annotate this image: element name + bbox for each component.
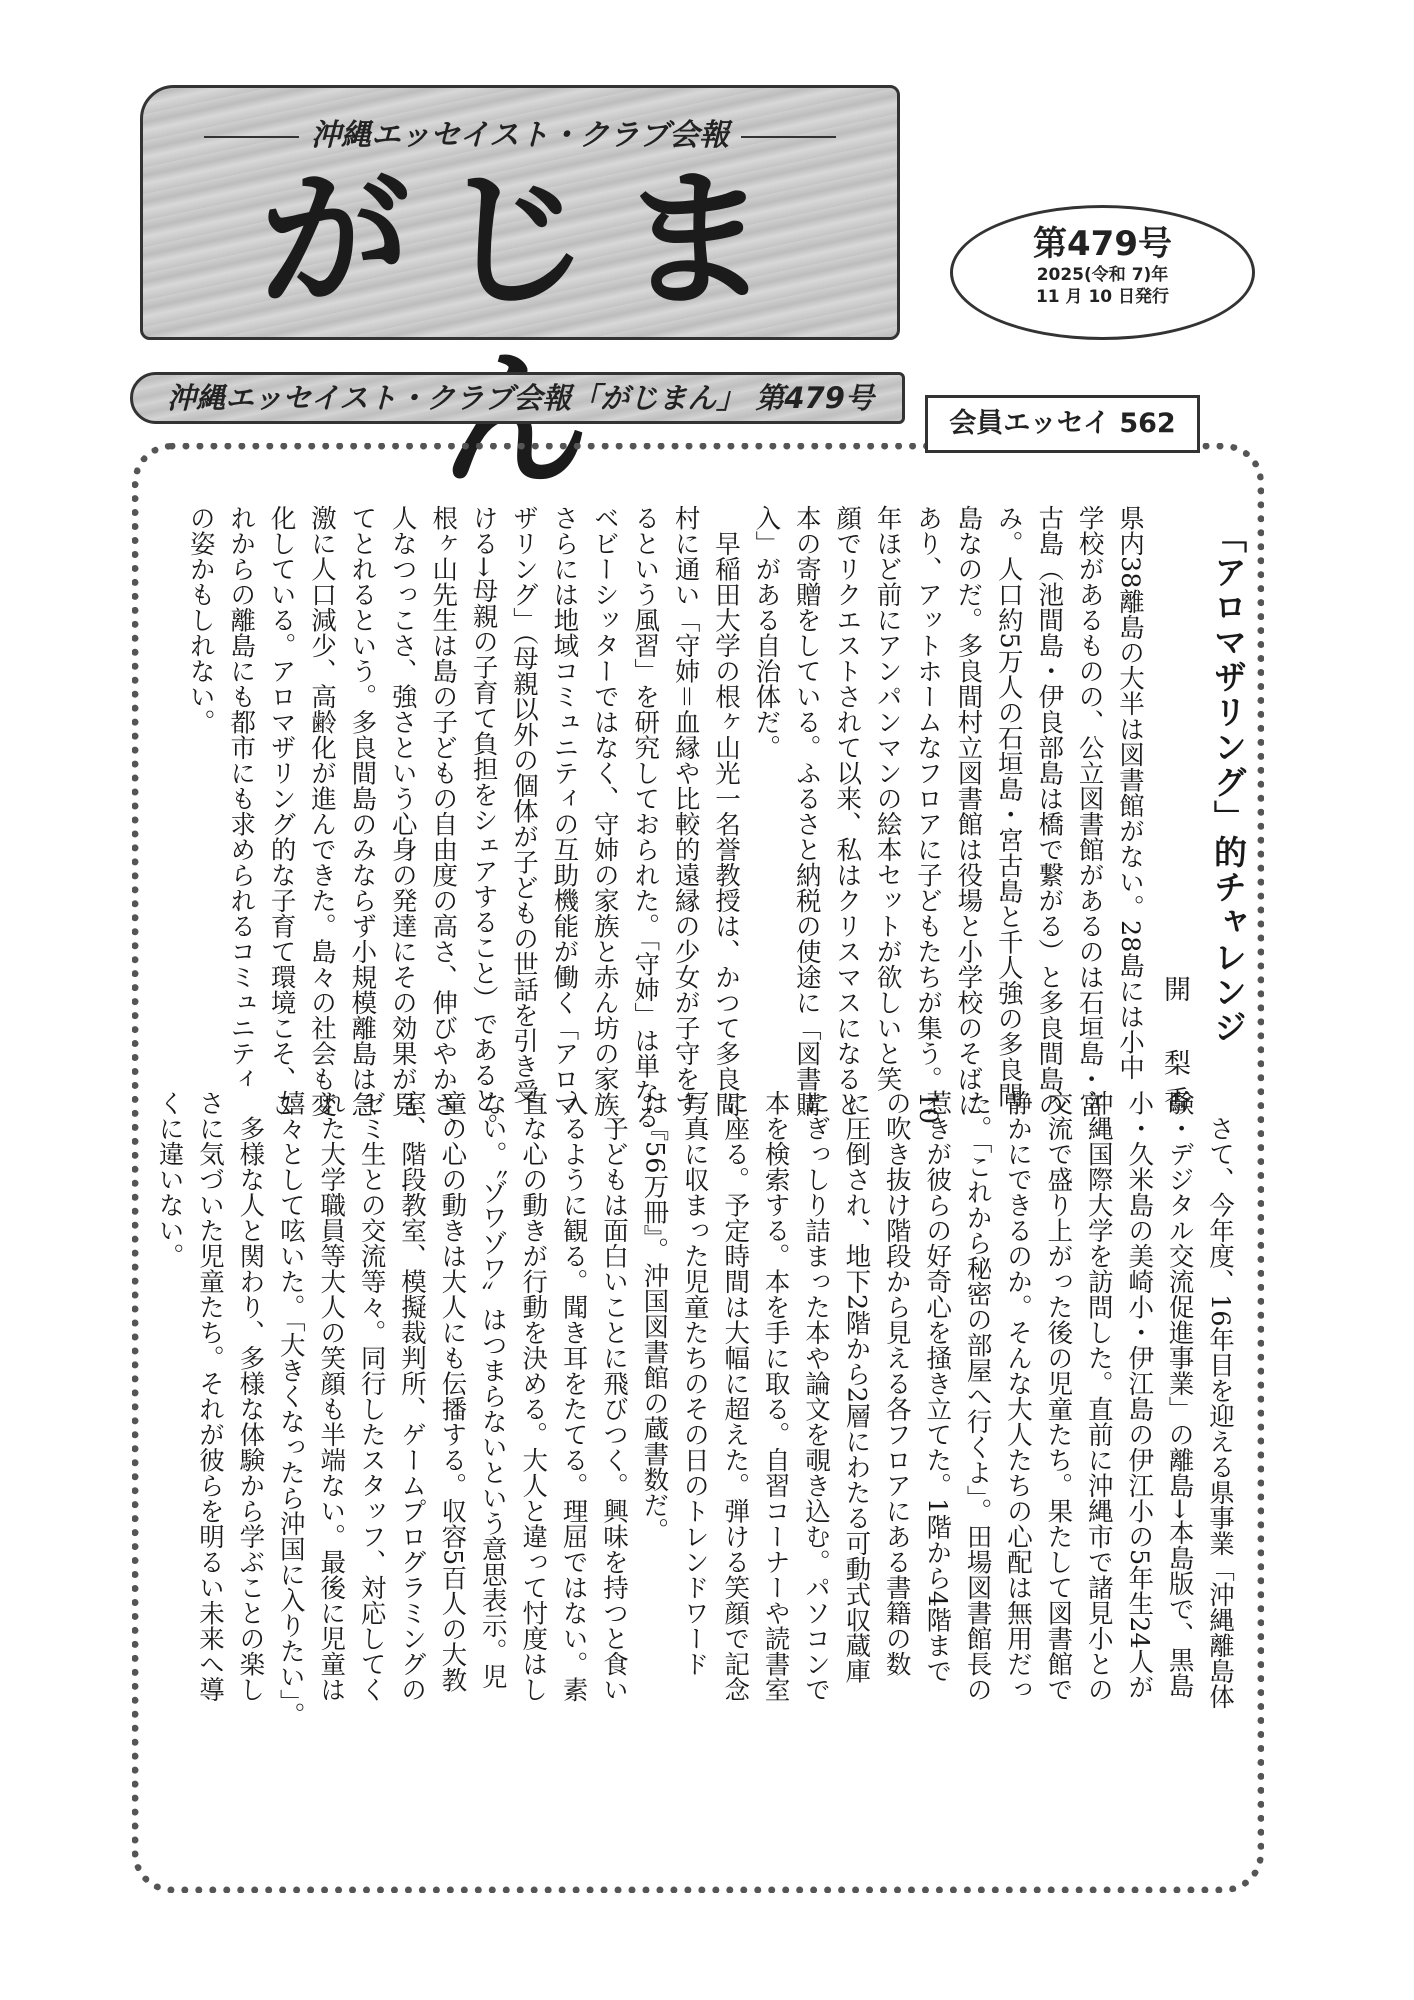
article-title: 「アロマザリング」的チャレンジ (1209, 520, 1248, 1045)
masthead-banner (140, 85, 900, 340)
body-line: あり、アットホームなフロアに子どもたちが集う。10 (913, 505, 943, 1124)
body-line: さて、今年度、16年目を迎える県事業「沖縄離島体 (1205, 1090, 1235, 1709)
body-line: れた大学職員等大人の笑顔も半端ない。最後に児童は (316, 1090, 347, 1702)
body-line: 童の心の動きは大人にも伝播する。収容5百人の大教 (437, 1090, 468, 1693)
body-line: さに気づいた児童たち。それが彼らを明るい未来へ導 (195, 1090, 225, 1702)
body-line: 子どもは面白いことに飛びつく。興味を持つと食い (599, 1090, 629, 1702)
body-line: るという風習」を研究しておられた。「守姉」は単なる (630, 505, 661, 1130)
body-line: さらには地域コミュニティの互助機能が働く「アロマ (549, 505, 580, 1117)
newsletter-header-bar: 沖縄エッセイスト・クラブ会報「がじまん」 第479号 (130, 372, 905, 424)
body-line: 本を検索する。本を手に取る。自習コーナーや読書室 (760, 1090, 791, 1702)
body-line: にぎっしり詰まった本や論文を覗き込む。パソコンで (801, 1090, 831, 1702)
body-line: は『56万冊』。沖国図書館の蔵書数だ。 (639, 1090, 670, 1544)
body-line: 入」がある自治体だ。 (751, 505, 782, 760)
masthead-title: がじま (259, 152, 800, 328)
series-label: 会員エッセイ 562 (925, 395, 1200, 453)
body-line: ける→母親の子育て負担をシェアすること）であると。 (468, 505, 499, 1139)
body-line: 直な心の動きが行動を決める。大人と違って忖度はし (518, 1090, 549, 1702)
body-line: 入るように観る。聞き耳をたてる。理屈ではない。素 (558, 1090, 589, 1702)
body-line: 村に通い「守姉＝血縁や比較的遠縁の少女が子守をす (670, 505, 701, 1118)
body-line: に圧倒され、地下2階から2層にわたる可動式収蔵庫 (841, 1090, 872, 1684)
issue-number: 第479号 (1033, 224, 1172, 264)
body-line: 惹きが彼らの好奇心を掻き立てた。1階から4階まで (922, 1090, 953, 1684)
body-line: ザリング」（母親以外の個体が子どもの世話を引き受 (509, 505, 539, 1105)
body-line: 顔でリクエストされて以来、私はクリスマスになると (832, 505, 863, 1117)
body-line: ない。〝ゾワゾワ〟はつまらないという意思表示。児 (477, 1090, 508, 1690)
body-line: 静かにできるのか。そんな大人たちの心配は無用だっ (1003, 1090, 1033, 1702)
body-line: れからの離島にも都市にも求められるコミュニティ (226, 505, 257, 1092)
body-line: てとれるという。多良間島のみならず小規模離島は急 (347, 505, 378, 1117)
body-line: 写真に収まった児童たちのその日のトレンドワード (679, 1090, 710, 1677)
body-line: み。人口約5万人の石垣島・宮古島と千人強の多良間 (993, 505, 1024, 1108)
body-line: に座る。予定時間は大幅に超えた。弾ける笑顔で記念 (720, 1090, 751, 1702)
body-line: 県内38離島の大半は図書館がない。28島には小中 (1115, 505, 1145, 1080)
body-line: 島なのだ。多良間村立図書館は役場と小学校のそばに (953, 505, 984, 1117)
body-line: 早稲田大学の根ヶ山光一名誉教授は、かつて多良間 (711, 505, 741, 1117)
body-line: た。「これから秘密の部屋へ行くよ」。田場図書館長の (962, 1090, 993, 1702)
body-line: 室、階段教室、模擬裁判所、ゲームプログラミングの (397, 1090, 427, 1702)
issue-badge (950, 205, 1255, 340)
body-line: 小・久米島の美崎小・伊江島の伊江小の5年生24人が (1124, 1090, 1155, 1700)
body-line: 古島（池間島・伊良部島は橋で繋がる）と多良間島の (1034, 505, 1065, 1117)
body-line: ゼミ生との交流等々。同行したスタッフ、対応してく (356, 1090, 387, 1702)
body-line: 年ほど前にアンパンマンの絵本セットが欲しいと笑 (872, 505, 903, 1092)
body-line: 多様な人と関わり、多様な体験から学ぶことの楽し (235, 1090, 266, 1702)
body-line: くに違いない。 (154, 1090, 185, 1269)
body-line: 人なつっこさ、強さという心身の発達にその効果が見 (387, 505, 418, 1117)
issue-date-day: 11 月 10 日発行 (1035, 287, 1170, 307)
subtitle-rule-left (204, 136, 299, 138)
body-line: 沖縄国際大学を訪問した。直前に沖縄市で諸見小との (1083, 1090, 1114, 1702)
body-line: 交流で盛り上がった後の児童たち。果たして図書館で (1043, 1090, 1074, 1702)
subtitle-rule-right (741, 136, 836, 138)
issue-date-year: 2025(令和 7)年 (1036, 265, 1169, 285)
body-line: 嬉々として呟いた。「大きくなったら沖国に入りたい」。 (275, 1090, 306, 1728)
article-author: 開 梨香 (1159, 975, 1190, 1123)
body-line: 学校があるものの、公立図書館があるのは石垣島・宮 (1074, 505, 1105, 1117)
masthead-subtitle (143, 110, 897, 154)
body-line: 根ヶ山先生は島の子どもの自由度の高さ、伸びやかさ、 (428, 505, 459, 1143)
body-line: 験・デジタル交流促進事業」の離島→本島版で、黒島 (1164, 1090, 1195, 1698)
body-line: 本の寄贈をしている。ふるさと納税の使途に「図書購 (791, 505, 822, 1117)
body-line: の吹き抜け階段から見える各フロアにある書籍の数 (881, 1090, 912, 1677)
body-line: の姿かもしれない。 (185, 505, 216, 735)
body-line: 化している。アロマザリング的な子育て環境こそ、こ (266, 505, 297, 1117)
body-line: 激に人口減少、高齢化が進んできた。島々の社会も変 (307, 505, 337, 1117)
masthead-subtitle-text: 沖縄エッセイスト・クラブ会報 (310, 118, 730, 153)
body-line: ベビーシッターではなく、守姉の家族と赤ん坊の家族、 (589, 505, 620, 1143)
